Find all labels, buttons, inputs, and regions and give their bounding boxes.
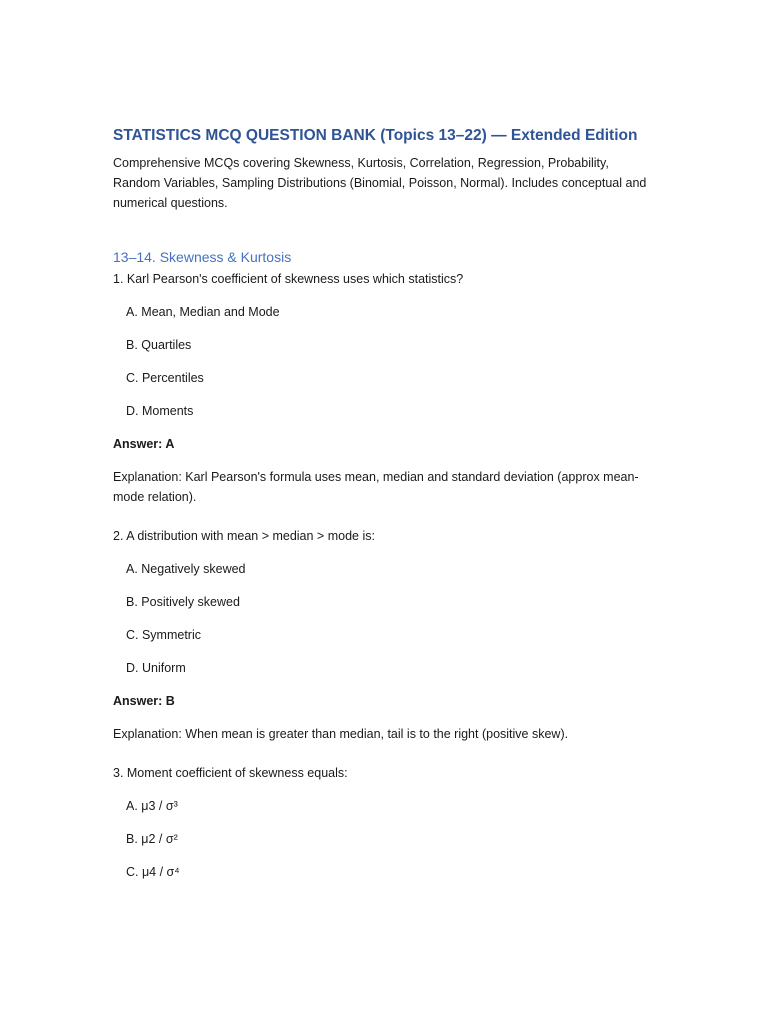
answer: Answer: A	[113, 437, 175, 451]
options-list	[113, 796, 658, 882]
question-2	[113, 526, 658, 744]
option-a: A. Mean, Median and Mode	[126, 305, 280, 319]
option-c: C. Symmetric	[126, 628, 201, 642]
option-a: A. Negatively skewed	[126, 562, 246, 576]
option-d: D. Uniform	[126, 661, 186, 675]
explanation: Explanation: When mean is greater than median, tail is to the right (positive skew).	[113, 727, 569, 741]
options-list	[113, 559, 658, 678]
question-1	[113, 269, 658, 507]
option-b: B. Positively skewed	[126, 595, 240, 609]
options-list	[113, 302, 658, 421]
question-text: 2. A distribution with mean > median > mode is:	[113, 529, 375, 543]
section-heading: 13–14. Skewness & Kurtosis	[113, 249, 292, 265]
document-page	[113, 125, 658, 882]
question-text: 1. Karl Pearson's coefficient of skewness uses which statistics?	[113, 272, 464, 286]
explanation: Explanation: Karl Pearson's formula uses mean, median and standard deviation (approx mean-mode relation).	[113, 470, 639, 504]
document-title: STATISTICS MCQ QUESTION BANK (Topics 13–22) — Extended Edition	[113, 127, 638, 144]
option-b: B. Quartiles	[126, 338, 192, 352]
option-c: C. Percentiles	[126, 371, 204, 385]
document-intro: Comprehensive MCQs covering Skewness, Kurtosis, Correlation, Regression, Probability, Random Variables, Sampling Distributions (Binomial, Poisson, Normal). Includes conceptual and numerical questions.	[113, 156, 647, 210]
question-text: 3. Moment coefficient of skewness equals:	[113, 766, 348, 780]
option-d: D. Moments	[126, 404, 194, 418]
answer: Answer: B	[113, 694, 175, 708]
question-3	[113, 763, 658, 882]
option-c: C. μ4 / σ⁴	[126, 865, 180, 879]
option-a: A. μ3 / σ³	[126, 799, 178, 813]
option-b: B. μ2 / σ²	[126, 832, 178, 846]
